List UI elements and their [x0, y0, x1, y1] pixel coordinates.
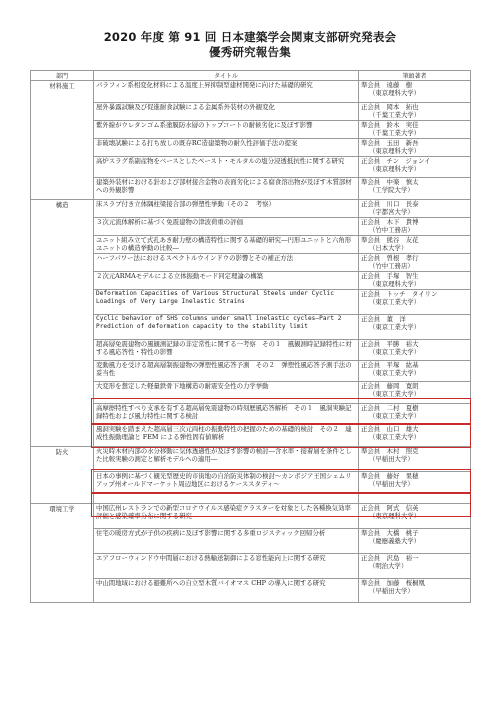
author-cell: [359, 529, 471, 554]
author-affiliation: （日本大学）: [369, 244, 408, 253]
author-affiliation: （東京工業大学）: [369, 298, 421, 307]
author-name: 準会員 熊谷 友花: [361, 236, 419, 244]
paper-title: 中山間地域における避難所への自立型木質バイオマス CHP の導入に関する研究: [94, 579, 359, 603]
author-name: 正会員 川口 長泰: [361, 200, 419, 208]
author-affiliation: （東京理科大学）: [369, 512, 421, 521]
author-cell: [359, 178, 471, 200]
division-cell: 材料施工: [31, 81, 94, 200]
author-cell: [359, 218, 471, 236]
table-header-row: [31, 71, 471, 81]
author-name: 準会員 鈴木 実佳: [361, 121, 419, 129]
author-cell: [359, 425, 471, 447]
author-affiliation: （東京工業大学）: [369, 369, 421, 378]
author-affiliation: （東京工業大学）: [369, 323, 421, 332]
author-name: 正会員 董 洋: [361, 315, 406, 323]
table-row: [31, 121, 471, 139]
table-row: [31, 315, 471, 340]
author-name: 正会員 平勝 裕大: [361, 340, 419, 348]
paper-title: 屋外暴露試験及び促進耐食試験による金属系外装材の外観変化: [94, 103, 359, 121]
paper-title: 日本の事例に基づく観光型歴史的市街地の自治防災体制の検討〜カンボジア王国シェムリアップ州オールドマーケット周辺地区におけるケーススタディ〜: [94, 472, 359, 504]
author-name: 正会員 沢島 裕一: [361, 554, 419, 562]
table-row: [31, 504, 471, 529]
author-cell: [359, 504, 471, 529]
author-affiliation: （東京理科大学）: [369, 89, 421, 98]
author-name: 正会員 阿式 信英: [361, 504, 419, 512]
conference-title: 2020 年度 第 91 回 日本建築学会関東支部研究発表会: [103, 30, 397, 44]
table-row: [31, 81, 471, 103]
report-header: [0, 30, 500, 60]
table-row: [31, 103, 471, 121]
paper-title: 非破壊試験による打ち放しの既存RC造建築物の耐久性評価手法の提案: [94, 139, 359, 157]
author-affiliation: （竹中工務店）: [369, 226, 414, 235]
report-title: 優秀研究報告集: [209, 45, 291, 59]
author-cell: [359, 361, 471, 382]
paper-title: 床スラブ付き立体隅柱梁接合部の弾塑性挙動（その２ 考察）: [94, 200, 359, 218]
paper-title: 中国広州レストランでの新型コロナウイルス感染症クラスターを対象とした各種換気効率評価と感染確率分布に関する研究: [94, 504, 359, 529]
table-row: [31, 178, 471, 200]
paper-title: 住宅の暖房方式が子供の疾病に及ぼす影響に関する多重ロジスティック回帰分析: [94, 529, 359, 554]
column-header-author: 筆頭著者: [359, 71, 471, 81]
author-cell: [359, 340, 471, 361]
author-cell: [359, 157, 471, 178]
table-row: [31, 254, 471, 272]
division-cell: 防火: [31, 447, 94, 504]
author-cell: [359, 315, 471, 340]
author-name: 準会員 木村 照克: [361, 447, 419, 455]
author-cell: [359, 290, 471, 315]
table-row: [31, 218, 471, 236]
paper-title: Deformation Capacities of Various Structural Steels under Cyclic Loadings of Very Large Inelastic Strains: [94, 290, 359, 315]
table-row: [31, 139, 471, 157]
division-cell: 環境工学: [31, 504, 94, 603]
paper-title: 紫外線がウレタンゴム系塗膜防水層のトップコートの耐候劣化に及ぼす影響: [94, 121, 359, 139]
author-affiliation: （明治大学）: [369, 562, 408, 571]
table-row: [31, 447, 471, 472]
author-affiliation: （東京理科大学）: [369, 280, 421, 289]
author-cell: [359, 139, 471, 157]
author-name: 正会員 木下 貴博: [361, 218, 419, 226]
author-cell: [359, 554, 471, 579]
author-affiliation: （東京工業大学）: [369, 390, 421, 399]
paper-title: パラフィン系相変化材料による温度上昇抑制型建材開発に向けた基礎的研究: [94, 81, 359, 103]
author-name: 正会員 チン ジョンイ: [361, 157, 431, 165]
author-cell: [359, 254, 471, 272]
author-name: 正会員 手塚 智生: [361, 272, 419, 280]
author-name: 正会員 平塚 紘基: [361, 361, 419, 369]
table-row: [31, 529, 471, 554]
author-affiliation: （早稲田大学）: [369, 587, 414, 596]
author-name: 正会員 トッチ タイリン: [361, 290, 438, 298]
author-affiliation: （慶應義塾大学）: [369, 537, 421, 546]
author-affiliation: （竹中工務店）: [369, 262, 414, 271]
paper-title: ２次元ARMAモデルによる立体振動モード同定理論の構築: [94, 272, 359, 290]
author-name: 準会員 藤好 果穂: [361, 472, 419, 480]
paper-title: 火災時木材内部の水分移動に気体透過性が及ぼす影響の検討―含水率・接着層を条件とした比較実験の測定と解析モデルへの適用―: [94, 447, 359, 472]
table-row: [31, 200, 471, 218]
column-header-division: 部門: [31, 71, 94, 81]
division-cell: 構造: [31, 200, 94, 447]
table-row: [31, 554, 471, 579]
author-cell: [359, 236, 471, 254]
table-row: [31, 340, 471, 361]
author-cell: [359, 121, 471, 139]
author-cell: [359, 472, 471, 504]
author-cell: [359, 103, 471, 121]
author-affiliation: （早稲田大学）: [369, 480, 414, 489]
paper-title: Cyclic behavior of SHS columns under small inelastic cycles—Part 2 Prediction of deformation capacity to the stability limit: [94, 315, 359, 340]
author-name: 準会員 中楽 慎太: [361, 178, 419, 186]
author-affiliation: （工学院大学）: [369, 186, 414, 195]
author-cell: [359, 81, 471, 103]
column-header-title: タイトル: [94, 71, 359, 81]
table-row: [31, 579, 471, 603]
author-affiliation: （東京理科大学）: [369, 165, 421, 174]
author-name: 正会員 曽根 孝行: [361, 254, 419, 262]
author-name: 正会員 岡本 拓也: [361, 103, 419, 111]
author-name: 準会員 玉田 新吾: [361, 139, 419, 147]
paper-title: ハーフパワー法におけるスペクトルウインドウの影響とその補正方法: [94, 254, 359, 272]
table-row: [31, 157, 471, 178]
author-name: 正会員 藤岡 寛朗: [361, 382, 419, 390]
paper-title: ３次元流体解析に基づく免震建物の津波荷重の評価: [94, 218, 359, 236]
author-name: 準会員 加藤 桜桐凰: [361, 579, 425, 587]
table-row: [31, 425, 471, 447]
paper-title: 風洞実験を踏まえた超高層三次元両柱の振動特性の把握のための基礎的検討 その２ 連成性振動理論と FEM による弾性固有値解析: [94, 425, 359, 447]
author-cell: [359, 382, 471, 404]
author-affiliation: （東京工業大学）: [369, 348, 421, 357]
author-cell: [359, 579, 471, 603]
award-table: [30, 70, 471, 603]
paper-title: 高炉スラグ系副産物をベースとしたペースト・モルタルの塩分浸透抵抗性に関する研究: [94, 157, 359, 178]
table-row: [31, 361, 471, 382]
author-cell: [359, 447, 471, 472]
author-cell: [359, 200, 471, 218]
author-name: 正会員 二村 夏樹: [361, 404, 419, 412]
table-row: [31, 272, 471, 290]
paper-title: 超高層免震建物の風観測記録の非定常性に関する一考察 その１ 風観測時記録特性に対する風応答性・特性の影響: [94, 340, 359, 361]
paper-title: 高摩擦特性すべり支承を有する超高層免震建物の時刻歴風応答解析 その１ 風洞実験記録特性および風力特性に関する検討: [94, 404, 359, 425]
table-row: [31, 382, 471, 404]
paper-title: 変動風力を受ける超高層制振建物の弾塑性風応答予測 その２ 弾塑性風応答予測手法の妥当性: [94, 361, 359, 382]
author-affiliation: （東京工業大学）: [369, 412, 421, 421]
paper-title: 大変形を想定した軽量鉄骨下地構造の耐震安全性の力学挙動: [94, 382, 359, 404]
author-affiliation: （早稲田大学）: [369, 455, 414, 464]
author-cell: [359, 404, 471, 425]
author-affiliation: （東京理科大学）: [369, 147, 421, 156]
author-affiliation: （千葉工業大学）: [369, 129, 421, 138]
table-row: [31, 290, 471, 315]
author-cell: [359, 272, 471, 290]
table-row: [31, 404, 471, 425]
table-row: [31, 236, 471, 254]
author-affiliation: （宇都宮大学）: [369, 208, 414, 217]
author-name: 正会員 山口 雄大: [361, 425, 419, 433]
paper-title: エアフローウィンドウ中間層における熱輸送制御による窓性能向上に関する研究: [94, 554, 359, 579]
author-affiliation: （東京工業大学）: [369, 433, 421, 442]
paper-title: 建築外装材における針および部材接合金物の表面劣化による腐食溶出物が及ぼす木質部材への外観影響: [94, 178, 359, 200]
table-row: [31, 472, 471, 504]
paper-title: ユニット組み立て式孔あき耐力壁の構造特性に関する基礎的研究―円形ユニットと六角形ユニットの構造挙動の比較―: [94, 236, 359, 254]
author-affiliation: （千葉工業大学）: [369, 111, 421, 120]
author-name: 準会員 遠藤 樹: [361, 81, 413, 89]
author-name: 準会員 大橋 桃子: [361, 529, 419, 537]
